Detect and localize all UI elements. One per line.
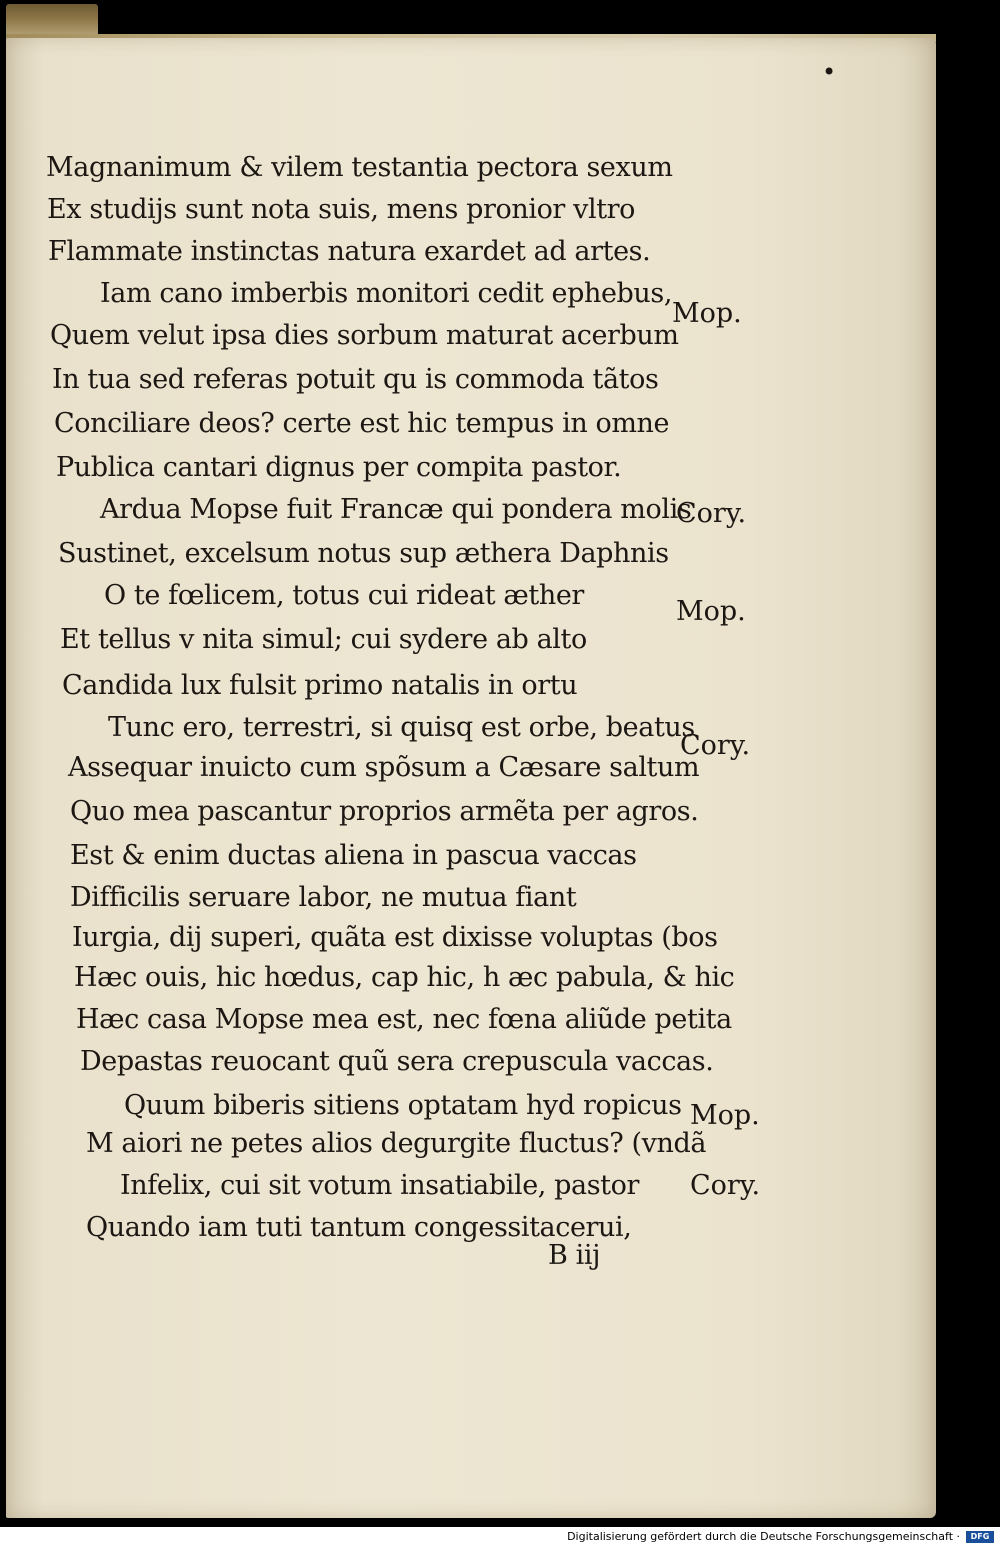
- digitization-footer: [0, 1527, 1000, 1547]
- corner-mark: •: [822, 58, 837, 86]
- page-tab-edge: [6, 4, 98, 38]
- speaker-label: Mop.: [672, 298, 742, 329]
- verse-line: Quem velut ipsa dies sorbum maturat acerbum: [50, 320, 679, 351]
- verse-line: In tua sed referas potuit qu is commoda tãtos: [52, 364, 659, 395]
- verse-line: Iurgia, dij superi, quãta est dixisse voluptas (bos: [72, 922, 718, 953]
- verse-line: Quo mea pascantur proprios armẽta per agros.: [70, 796, 699, 827]
- footer-credit: Digitalisierung gefördert durch die Deutsche Forschungsgemeinschaft ·: [567, 1530, 960, 1543]
- verse-line: Quum biberis sitiens optatam hyd ropicus: [124, 1090, 682, 1121]
- verse-line: Candida lux fulsit primo natalis in ortu: [62, 670, 578, 701]
- speaker-label: Cory.: [680, 730, 751, 761]
- verse-line: Conciliare deos? certe est hic tempus in omne: [54, 408, 670, 439]
- dfg-logo-icon: DFG: [966, 1531, 994, 1543]
- verse-line: Assequar inuicto cum spõsum a Cæsare saltum: [68, 752, 700, 783]
- verse-line: Est & enim ductas aliena in pascua vaccas: [70, 840, 637, 871]
- verse-line: Ardua Mopse fuit Francæ qui pondera molis: [100, 494, 692, 525]
- verse-line: Ex studijs sunt nota suis, mens pronior vltro: [47, 194, 636, 225]
- signature-mark: B iij: [548, 1240, 601, 1271]
- verse-line: O te fœlicem, totus cui rideat æther: [104, 580, 584, 611]
- verse-line: Sustinet, excelsum notus sup æthera Daphnis: [58, 538, 669, 569]
- verse-line: Magnanimum & vilem testantia pectora sexum: [46, 152, 673, 183]
- verse-line: Hæc ouis, hic hœdus, cap hic, h æc pabula, & hic: [74, 962, 735, 993]
- verse-line: Depastas reuocant quũ sera crepuscula vaccas.: [80, 1046, 714, 1077]
- verse-line: Et tellus v nita simul; cui sydere ab alto: [60, 624, 587, 655]
- verse-line: Hæc casa Mopse mea est, nec fœna aliũde petita: [76, 1004, 732, 1035]
- verse-line: Quando iam tuti tantum congessitacerui,: [86, 1212, 632, 1243]
- speaker-label: Cory.: [690, 1170, 761, 1201]
- verse-line: Tunc ero, terrestri, si quisq est orbe, beatus: [108, 712, 695, 743]
- verse-line: Difficilis seruare labor, ne mutua fiant: [70, 882, 577, 913]
- speaker-label: Mop.: [690, 1100, 760, 1131]
- speaker-label: Cory.: [676, 498, 747, 529]
- verse-line: Publica cantari dignus per compita pastor.: [56, 452, 622, 483]
- verse-line: M aiori ne petes alios degurgite fluctus? (vndã: [86, 1128, 707, 1159]
- verse-line: Iam cano imberbis monitori cedit ephebus,: [100, 278, 673, 309]
- verse-line: Infelix, cui sit votum insatiabile, pastor: [120, 1170, 639, 1201]
- verse-line: Flammate instinctas natura exardet ad artes.: [48, 236, 651, 267]
- speaker-label: Mop.: [676, 596, 746, 627]
